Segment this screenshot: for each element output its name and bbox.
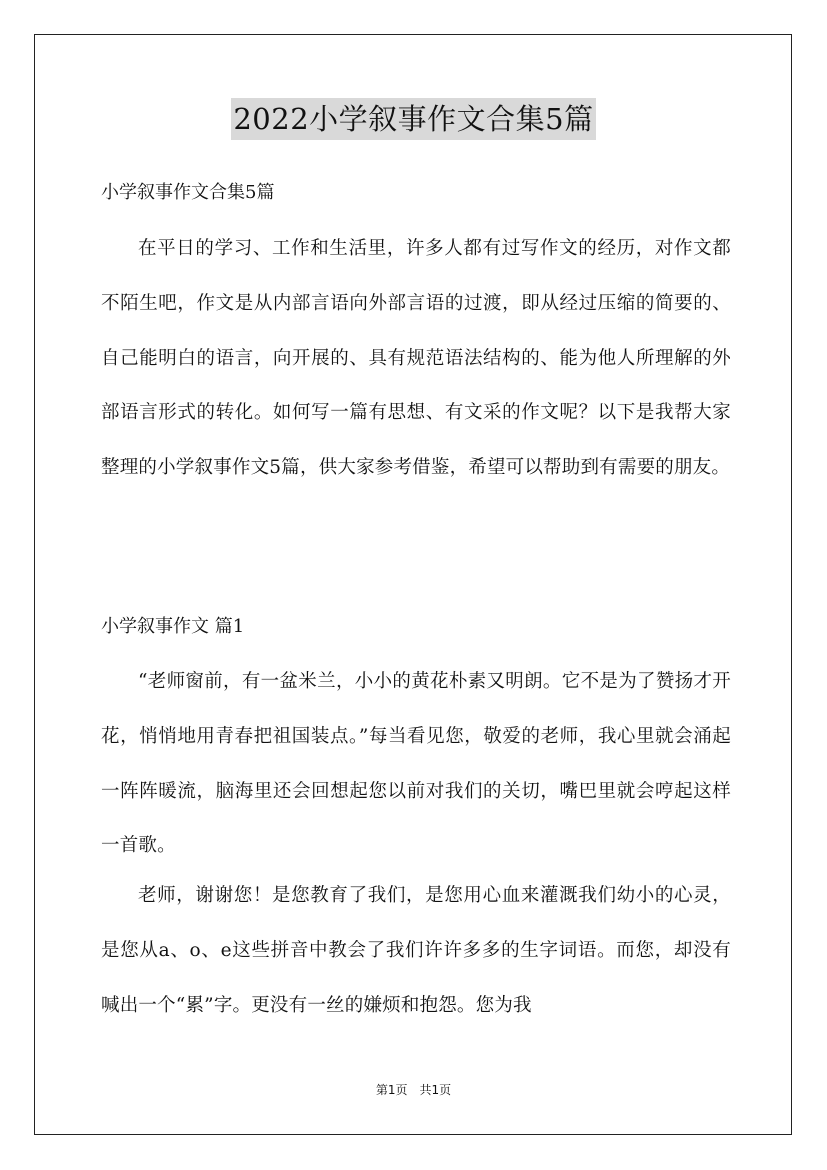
section-heading: 小学叙事作文 篇1 [101,616,245,637]
body-paragraph: “老师窗前，有一盆米兰，小小的黄花朴素又明朗。它不是为了赞扬才开花，悄悄地用青春把祖国装点。”每当看见您，敬爱的老师，我心里就会涌起一阵阵暖流，脑海里还会回想起您以前对我们的关切，嘴巴里就会哼起这样一首歌。 [101,671,731,857]
document-title: 2022小学叙事作文合集5篇 [231,98,595,140]
page-footer: 第1页 共1页 [375,1083,452,1097]
body-paragraph: 老师，谢谢您！是您教育了我们，是您用心血来灌溉我们幼小的心灵，是您从a、o、e这些拼音中教会了我们许许多多的生字词语。而您，却没有喊出一个“累”字。更没有一丝的嫌烦和抱怨。您为我 [101,885,731,1016]
intro-paragraph: 在平日的学习、工作和生活里，许多人都有过写作文的经历，对作文都不陌生吧，作文是从内部言语向外部言语的过渡，即从经过压缩的简要的、自己能明白的语言，向开展的、具有规范语法结构的、能为他人所理解的外部语言形式的转化。如何写一篇有思想、有文采的作文呢？以下是我帮大家整理的小学叙事作文5篇，供大家参考借鉴，希望可以帮助到有需要的朋友。 [101,238,731,479]
document-subtitle: 小学叙事作文合集5篇 [101,182,275,203]
title-container [0,98,827,140]
